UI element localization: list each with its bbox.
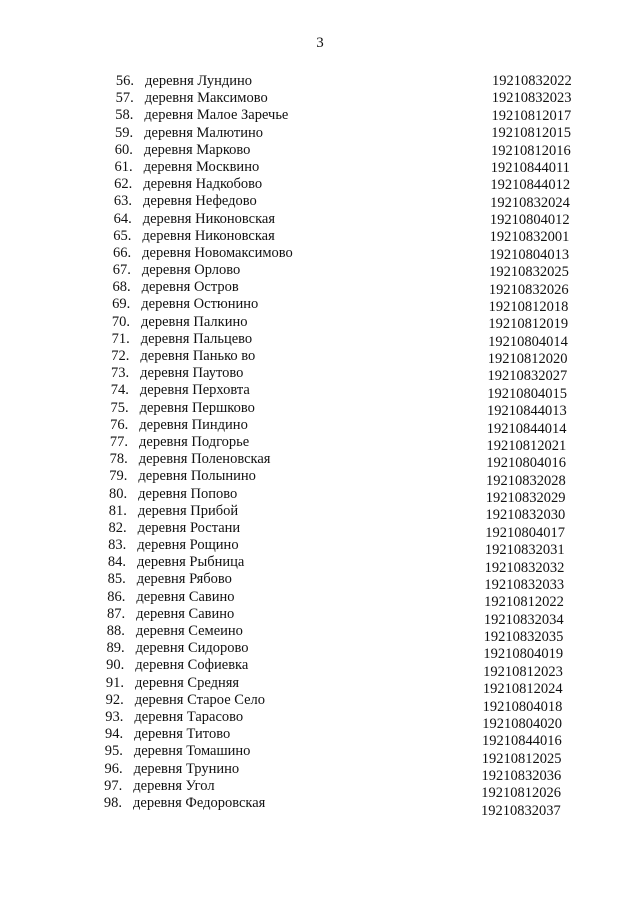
list-item [0, 211, 640, 228]
list-item [0, 554, 640, 576]
settlement-name: деревня Надкобово [143, 176, 263, 193]
row-number: 61. [114, 158, 133, 175]
row-number: 91. [105, 674, 124, 691]
list-item [0, 502, 640, 524]
settlement-name: деревня Никоновская [142, 227, 275, 244]
list-item [0, 107, 640, 124]
row-number: 96. [104, 760, 123, 777]
row-number: 69. [112, 296, 131, 313]
list-item [0, 262, 640, 279]
oktmo-code: 19210832025 [489, 264, 569, 281]
row-number: 56. [115, 73, 134, 89]
list-item [0, 279, 640, 296]
row-number: 90. [106, 657, 125, 674]
row-number: 88. [106, 623, 125, 639]
oktmo-code: 19210844012 [490, 177, 571, 194]
row-number: 87. [107, 605, 126, 622]
settlement-name: деревня Полынино [138, 468, 256, 485]
list-item [0, 314, 640, 331]
settlement-name: деревня Томашино [133, 743, 251, 760]
oktmo-code: 19210832032 [484, 559, 565, 576]
row-number: 85. [107, 571, 126, 588]
oktmo-code: 19210804020 [482, 715, 563, 732]
row-number: 84. [107, 554, 126, 571]
settlement-name: деревня Новомаксимово [142, 244, 293, 261]
oktmo-code: 19210812018 [488, 298, 569, 315]
settlement-name: деревня Угол [133, 777, 215, 794]
settlement-name: деревня Тарасово [134, 708, 244, 725]
list-item [0, 365, 640, 385]
list-item [0, 691, 640, 715]
row-number: 75. [110, 399, 129, 416]
list-item [0, 708, 640, 732]
list-item [0, 519, 640, 541]
oktmo-code: 19210804013 [489, 246, 570, 263]
settlement-name: деревня Федоровская [133, 794, 266, 811]
row-number: 92. [105, 691, 124, 708]
oktmo-code: 19210812026 [481, 785, 561, 802]
settlement-name: деревня Прибой [137, 502, 239, 519]
settlement-name: деревня Старое Село [134, 691, 266, 708]
row-number: 68. [112, 279, 131, 296]
oktmo-code: 19210832036 [481, 768, 562, 785]
row-number: 58. [115, 107, 134, 124]
oktmo-code: 19210832001 [489, 229, 570, 246]
oktmo-code: 19210832029 [485, 490, 566, 507]
oktmo-code: 19210804019 [483, 646, 564, 663]
row-number: 98. [103, 794, 122, 811]
oktmo-code: 19210812020 [487, 351, 568, 368]
list-item [0, 331, 640, 348]
settlement-name: деревня Титово [134, 726, 231, 743]
settlement-name: деревня Першково [139, 399, 255, 416]
settlement-name: деревня Москвино [143, 158, 260, 175]
list-item [0, 451, 640, 472]
row-number: 89. [106, 640, 125, 657]
list-item [0, 794, 640, 819]
settlement-name: деревня Остюнино [141, 296, 259, 313]
oktmo-code: 19210804014 [488, 333, 568, 350]
oktmo-code: 19210804012 [489, 212, 570, 229]
row-number: 86. [107, 588, 126, 605]
oktmo-code: 19210832028 [485, 472, 566, 489]
oktmo-code: 19210812016 [490, 142, 571, 159]
row-number: 62. [114, 176, 133, 193]
settlement-name: деревня Трунино [133, 760, 240, 777]
row-number: 77. [109, 433, 128, 450]
list-item [0, 296, 640, 313]
row-number: 71. [111, 330, 130, 347]
oktmo-code: 19210832031 [484, 542, 565, 559]
settlement-name: деревня Семеино [135, 623, 243, 639]
settlement-name: деревня Поленовская [138, 451, 271, 468]
oktmo-code: 19210832023 [491, 90, 572, 107]
list-item [0, 433, 640, 454]
oktmo-code: 19210804015 [487, 385, 568, 402]
row-number: 76. [110, 416, 129, 433]
list-item [0, 674, 640, 698]
list-item [0, 193, 640, 210]
settlement-name: деревня Максимово [144, 90, 268, 107]
settlement-name: деревня Лундино [145, 73, 253, 89]
list-item [0, 176, 640, 193]
oktmo-code: 19210844013 [487, 403, 567, 420]
oktmo-code: 19210844014 [486, 420, 567, 437]
row-number: 70. [111, 313, 130, 330]
list-item [0, 777, 640, 802]
list-item [0, 623, 640, 646]
settlement-name: деревня Остров [141, 279, 239, 296]
settlement-name: деревня Пиндино [139, 416, 248, 433]
settlement-name: деревня Попово [138, 485, 238, 502]
list-item [0, 657, 640, 680]
oktmo-code: 19210832027 [487, 368, 568, 385]
oktmo-code: 19210832030 [485, 507, 566, 524]
settlement-name: деревня Перховта [139, 382, 250, 399]
settlement-name: деревня Средняя [135, 674, 240, 691]
oktmo-code: 19210832022 [492, 73, 572, 89]
list-item [0, 605, 640, 628]
row-number: 65. [113, 227, 132, 244]
row-number: 64. [113, 210, 132, 227]
row-number: 95. [104, 743, 123, 760]
row-number: 63. [113, 193, 132, 210]
list-item [0, 537, 640, 559]
oktmo-code: 19210832037 [481, 802, 561, 819]
oktmo-code: 19210844011 [490, 159, 570, 176]
list-item [0, 640, 640, 663]
row-number: 79. [109, 468, 128, 485]
oktmo-code: 19210832034 [483, 611, 564, 628]
list-item [0, 416, 640, 437]
settlement-name: деревня Паутово [140, 365, 244, 382]
list-item [0, 90, 640, 107]
row-number: 94. [105, 726, 124, 743]
row-number: 82. [108, 519, 127, 536]
row-number: 97. [104, 777, 123, 794]
oktmo-code: 19210804016 [486, 455, 566, 472]
list-item [0, 125, 640, 142]
settlement-name: деревня Рябово [136, 571, 232, 588]
list-item [0, 142, 640, 159]
settlement-name: деревня Палкино [141, 313, 248, 330]
settlement-list [0, 73, 640, 819]
settlement-name: деревня Малютино [144, 124, 263, 141]
row-number: 73. [111, 365, 130, 382]
list-item [0, 382, 640, 402]
settlement-name: деревня Нефедово [143, 193, 257, 210]
oktmo-code: 19210812022 [484, 594, 564, 611]
settlement-name: деревня Савино [136, 605, 235, 622]
settlement-name: деревня Марково [143, 141, 251, 158]
settlement-name: деревня Софиевка [135, 657, 249, 674]
oktmo-code: 19210812017 [491, 107, 572, 124]
list-item [0, 348, 640, 368]
list-item [0, 159, 640, 176]
row-number: 93. [105, 708, 124, 725]
row-number: 78. [109, 451, 128, 468]
oktmo-code: 19210832033 [484, 576, 565, 593]
list-item [0, 571, 640, 593]
row-number: 67. [112, 262, 131, 279]
settlement-name: деревня Савино [136, 588, 235, 605]
settlement-name: деревня Малое Заречье [144, 107, 289, 124]
row-number: 72. [111, 348, 130, 364]
oktmo-code: 19210812021 [486, 437, 567, 454]
oktmo-code: 19210812024 [482, 681, 563, 698]
settlement-name: деревня Подгорье [139, 433, 250, 450]
list-item [0, 588, 640, 611]
settlement-name: деревня Панько во [140, 348, 256, 364]
settlement-name: деревня Орлово [141, 262, 241, 279]
settlement-name: деревня Пальцево [140, 330, 253, 347]
oktmo-code: 19210812015 [491, 125, 571, 142]
oktmo-code: 19210804018 [482, 698, 563, 715]
page-number: 3 [316, 35, 324, 51]
row-number: 60. [114, 141, 133, 158]
list-item [0, 726, 640, 750]
oktmo-code: 19210832026 [488, 281, 569, 298]
oktmo-code: 19210812019 [488, 316, 569, 333]
settlement-name: деревня Рощино [137, 537, 239, 554]
oktmo-code: 19210844016 [482, 733, 562, 750]
row-number: 59. [115, 124, 134, 141]
list-item [0, 760, 640, 785]
settlement-name: деревня Никоновская [142, 210, 276, 227]
oktmo-code: 19210832035 [483, 629, 564, 646]
row-number: 81. [108, 502, 127, 519]
list-item [0, 399, 640, 420]
list-item [0, 245, 640, 262]
list-item [0, 485, 640, 507]
list-item [0, 228, 640, 245]
settlement-name: деревня Сидорово [135, 640, 249, 657]
oktmo-code: 19210832024 [490, 194, 570, 211]
list-item [0, 73, 640, 90]
list-item [0, 468, 640, 489]
row-number: 57. [115, 90, 134, 107]
row-number: 74. [110, 382, 129, 399]
oktmo-code: 19210804017 [485, 524, 565, 541]
row-number: 66. [113, 244, 132, 261]
row-number: 80. [109, 485, 128, 502]
oktmo-code: 19210812023 [483, 663, 563, 680]
list-item [0, 743, 640, 767]
settlement-name: деревня Ростани [137, 519, 241, 536]
settlement-name: деревня Рыбница [137, 554, 245, 571]
row-number: 83. [108, 537, 127, 554]
oktmo-code: 19210812025 [481, 750, 562, 767]
